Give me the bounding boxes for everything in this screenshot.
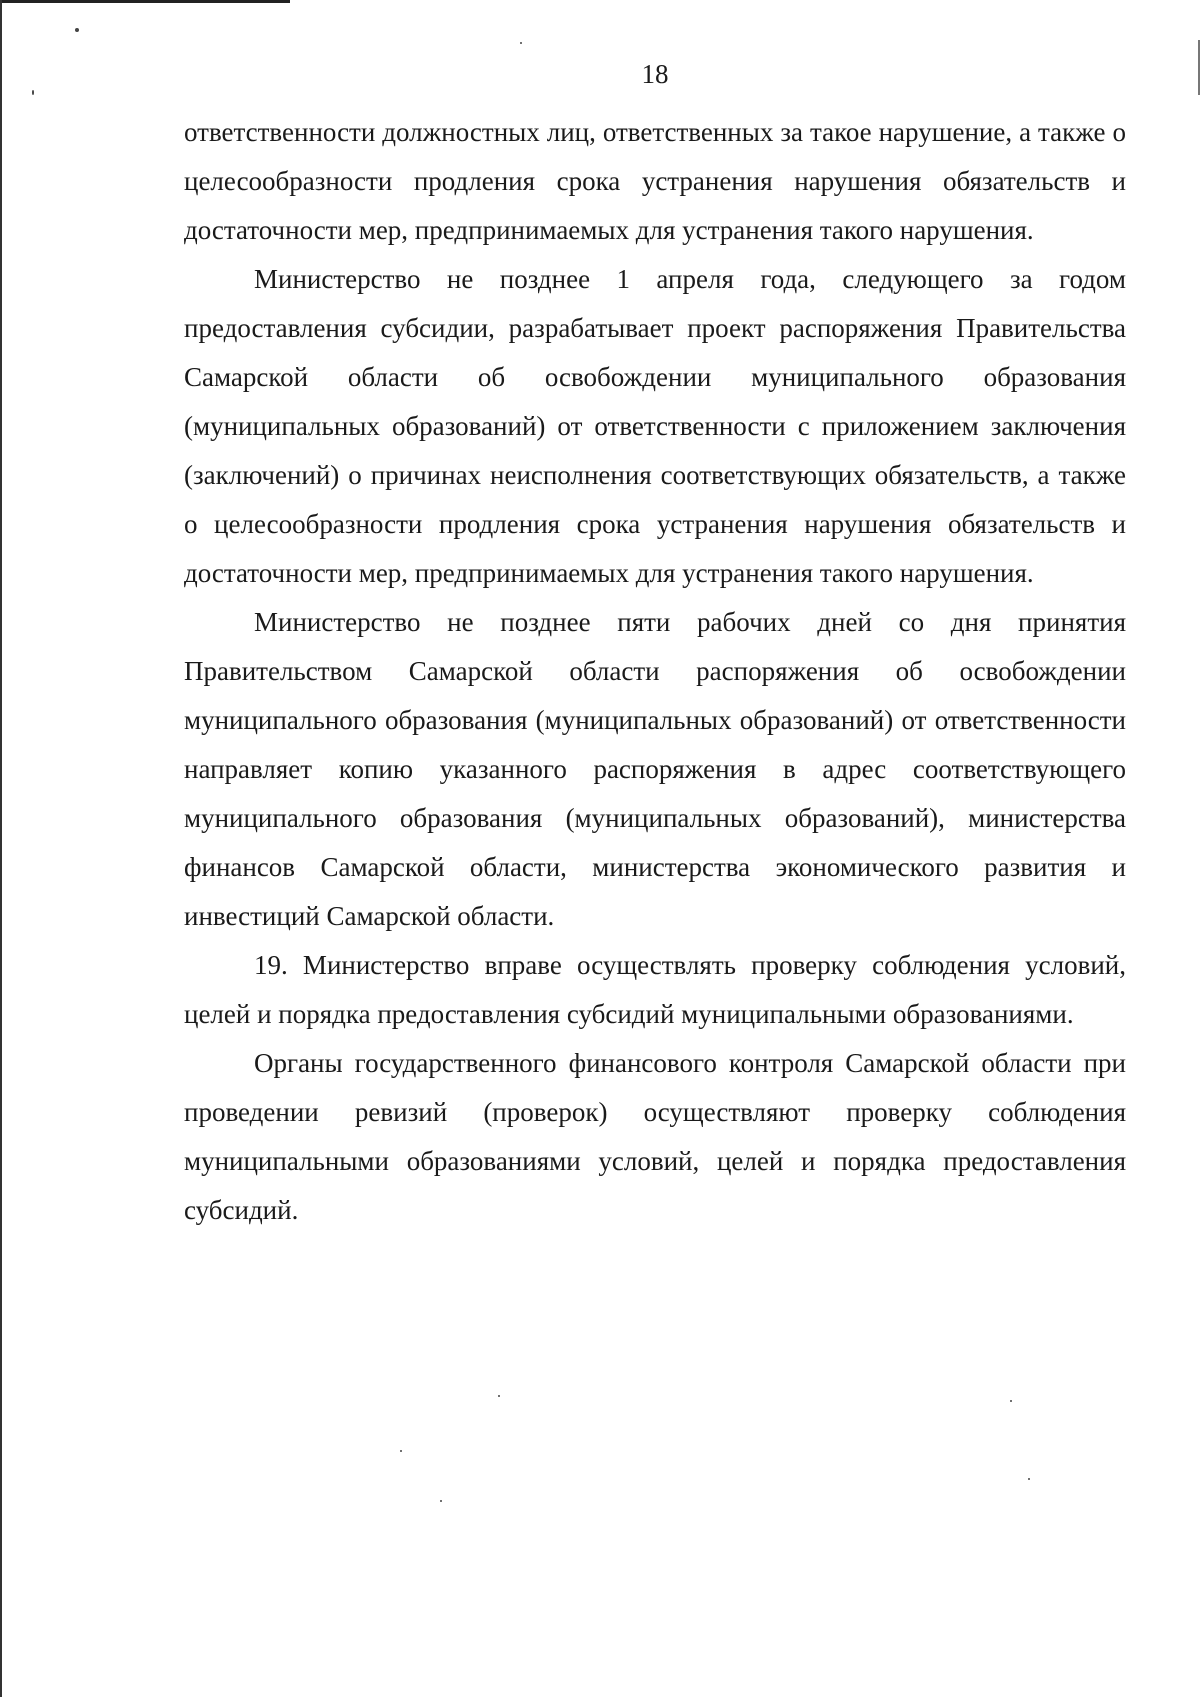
paragraph-item-19: 19. Министерство вправе осуществлять проверку соблюдения условий, целей и порядка предоставления субсидий муниципальными образованиями. [184,950,1126,1029]
scan-speck [1028,1478,1030,1480]
scan-speck [498,1395,500,1397]
document-body [184,108,1126,1235]
scan-speck [440,1500,442,1502]
scan-speck [75,28,79,32]
paragraph-ministry-deadline: Министерство не позднее 1 апреля года, следующего за годом предоставления субсидии, разрабатывает проект распоряжения Правительства Самарской области об освобождении муниципального образования (муниципальных образований) от ответственности с приложением заключения (заключений) о причинах неисполнения соответствующих обязательств, а также о целесообразности продления срока устранения нарушения обязательств и достаточности мер, предпринимаемых для устранения такого нарушения. [184,264,1126,588]
scan-speck [400,1450,402,1452]
page-number: 18 [641,59,669,89]
scan-edge-left [0,0,2,1697]
scan-edge-top [0,0,290,3]
scan-speck [1010,1400,1012,1402]
paragraph-ministry-copy: Министерство не позднее пяти рабочих дней со дня принятия Правительством Самарской области распоряжения об освобождении муниципального образования (муниципальных образований) от ответственности направляет копию указанного распоряжения в адрес соответствующего муниципального образования (муниципальных образований), министерства финансов Самарской области, министерства экономического развития и инвестиций Самарской области. [184,607,1126,931]
paragraph-financial-control: Органы государственного финансового контроля Самарской области при проведении ревизий (проверок) осуществляют проверку соблюдения муниципальными образованиями условий, целей и порядка предоставления субсидий. [184,1048,1126,1225]
paragraph-continuation: ответственности должностных лиц, ответственных за такое нарушение, а также о целесообразности продления срока устранения нарушения обязательств и достаточности мер, предпринимаемых для устранения такого нарушения. [184,117,1126,245]
scan-speck [520,42,522,44]
